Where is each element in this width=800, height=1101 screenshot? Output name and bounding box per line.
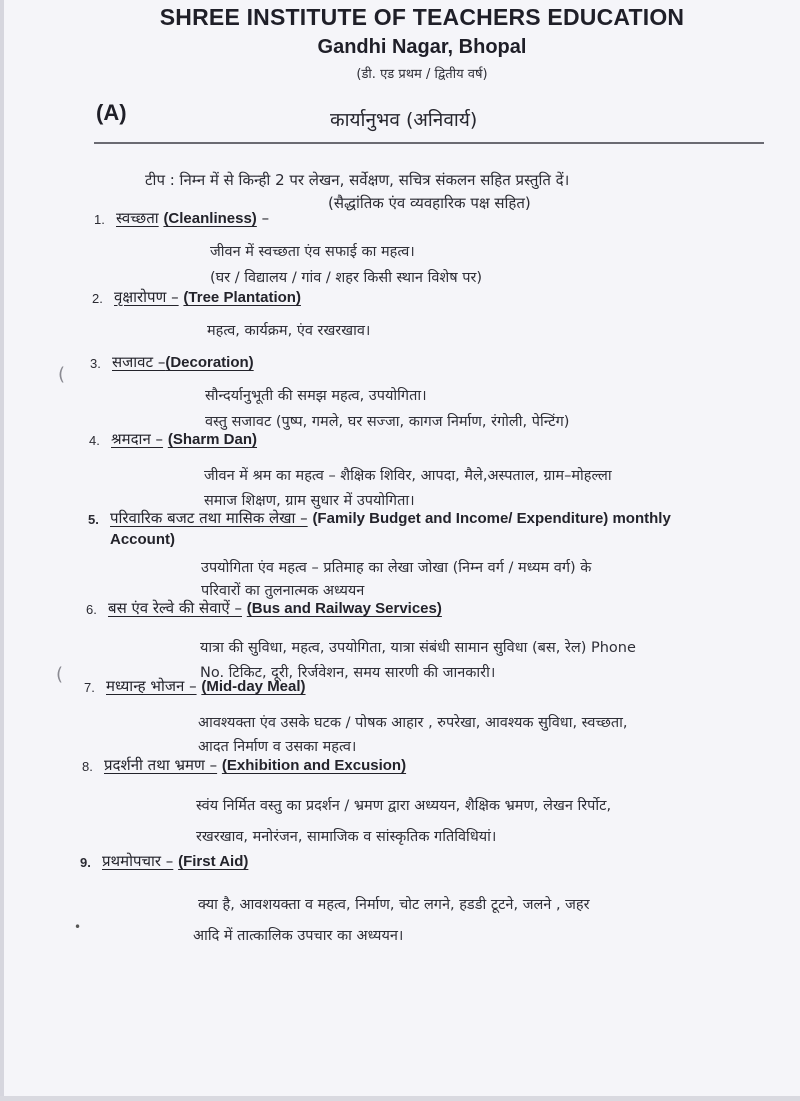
item-title-hindi: परिवारिक बजट तथा मासिक लेखा – <box>110 509 308 527</box>
punch-hole-mark: ( <box>56 664 64 685</box>
item-heading <box>104 755 406 775</box>
item-number: 4. <box>89 433 100 448</box>
item-title-english: (Bus and Railway Services) <box>246 600 442 617</box>
item-number: 3. <box>90 356 101 371</box>
item-description: रखरखाव, मनोरंजन, सामाजिक व सांस्कृतिक गतिविधियां। <box>196 829 497 845</box>
item-description: आवश्यक्ता एंव उसके घटक / पोषक आहार , रुपरेखा, आवश्यक सुविधा, स्वच्छता, <box>198 715 628 731</box>
item-title-hindi: बस एंव रेल्वे की सेवाऐं – <box>108 599 242 617</box>
item-number: 5. <box>88 512 99 527</box>
item-description: जीवन में स्वच्छता एंव सफाई का महत्व। <box>210 244 415 260</box>
item-description: परिवारों का तुलनात्मक अध्ययन <box>201 583 365 599</box>
item-heading <box>111 429 257 449</box>
institute-city: Gandhi Nagar, Bhopal <box>317 36 527 58</box>
item-number: 6. <box>86 602 97 617</box>
item-description: जीवन में श्रम का महत्व – शैक्षिक शिविर, आपदा, मैले,अस्पताल, ग्राम–मोहल्ला <box>204 468 612 484</box>
item-description: महत्व, कार्यक्रम, एंव रखरखाव। <box>207 323 371 339</box>
scan-edge <box>0 1096 800 1101</box>
header-rule <box>94 142 764 144</box>
item-heading <box>110 508 671 528</box>
note-line-1: टीप : निम्न में से किन्ही 2 पर लेखन, सर्वेक्षण, सचित्र संकलन सहित प्रस्तुति दें। <box>145 171 570 189</box>
item-title-english-cont: Account) <box>110 531 175 548</box>
item-heading <box>116 208 269 228</box>
item-title-english: (Exhibition and Excusion) <box>221 757 407 774</box>
note-line-2: (सैद्धांतिक एंव व्यवहारिक पक्ष सहित) <box>328 194 531 212</box>
item-description: सौन्दर्यानुभूती की समझ महत्व, उपयोगिता। <box>205 388 427 404</box>
section-label: (A) <box>96 100 127 125</box>
item-title-hindi: स्वच्छता <box>116 209 159 227</box>
item-description: क्या है, आवशयक्ता व महत्व, निर्माण, चोट लगने, हडडी टूटने, जलने , जहर <box>198 897 590 913</box>
item-title-english: (Sharm Dan) <box>167 431 258 448</box>
item-title-english: (Tree Plantation) <box>183 289 301 306</box>
item-description: यात्रा की सुविधा, महत्व, उपयोगिता, यात्रा संबंधी सामान सुविधा (बस, रेल) Phone <box>200 640 636 656</box>
item-description: (घर / विद्यालय / गांव / शहर किसी स्थान विशेष पर) <box>210 270 483 286</box>
item-description: स्वंय निर्मित वस्तु का प्रदर्शन / भ्रमण द्वारा अध्ययन, शैक्षिक भ्रमण, लेखन रिर्पोट, <box>196 798 612 814</box>
item-description: वस्तु सजावट (पुष्प, गमले, घर सज्जा, कागज निर्माण, रंगोली, पेन्टिंग) <box>205 414 570 430</box>
item-number: 8. <box>82 759 93 774</box>
scan-edge <box>0 0 4 1101</box>
item-heading <box>114 287 301 307</box>
item-heading-continued <box>110 530 175 548</box>
item-title-english: (Family Budget and Income/ Expenditure) monthly <box>312 510 671 527</box>
course-subtitle: (डी. एड प्रथम / द्वितीय वर्ष) <box>356 67 488 82</box>
item-title-hindi: प्रदर्शनी तथा भ्रमण – <box>104 756 218 774</box>
section-title: कार्यानुभव (अनिवार्य) <box>330 109 478 131</box>
ink-speck-mark: • <box>74 920 82 934</box>
item-title-suffix: – <box>256 209 270 227</box>
punch-hole-mark: ( <box>58 364 66 385</box>
item-title-hindi: सजावट – <box>112 353 166 371</box>
item-number: 9. <box>80 855 91 870</box>
institute-name: SHREE INSTITUTE OF TEACHERS EDUCATION <box>159 4 685 30</box>
item-heading <box>106 676 306 696</box>
item-number: 1. <box>94 212 105 227</box>
item-title-english: (Cleanliness) <box>163 210 257 227</box>
item-number: 2. <box>92 291 103 306</box>
item-title-english: (Decoration) <box>165 354 254 371</box>
item-heading <box>102 851 248 871</box>
item-title-english: (Mid-day Meal) <box>201 678 306 695</box>
item-heading <box>112 352 254 372</box>
item-title-hindi: वृक्षारोपण – <box>114 288 179 306</box>
item-description: No. टिकिट, दूरी, रिर्जवेशन, समय सारणी की जानकारी। <box>200 665 496 681</box>
item-description: आदत निर्माण व उसका महत्व। <box>198 739 357 755</box>
item-number: 7. <box>84 680 95 695</box>
item-title-english: (First Aid) <box>178 853 249 870</box>
item-description: समाज शिक्षण, ग्राम सुधार में उपयोगिता। <box>204 493 415 509</box>
item-title-hindi: मध्यान्ह भोजन – <box>106 677 197 695</box>
item-heading <box>108 598 442 618</box>
item-description: आदि में तात्कालिक उपचार का अध्ययन। <box>193 928 404 944</box>
item-title-hindi: प्रथमोपचार – <box>102 852 174 870</box>
item-title-hindi: श्रमदान – <box>111 430 164 448</box>
item-description: उपयोगिता एंव महत्व – प्रतिमाह का लेखा जोखा (निम्न वर्ग / मध्यम वर्ग) के <box>201 560 592 576</box>
